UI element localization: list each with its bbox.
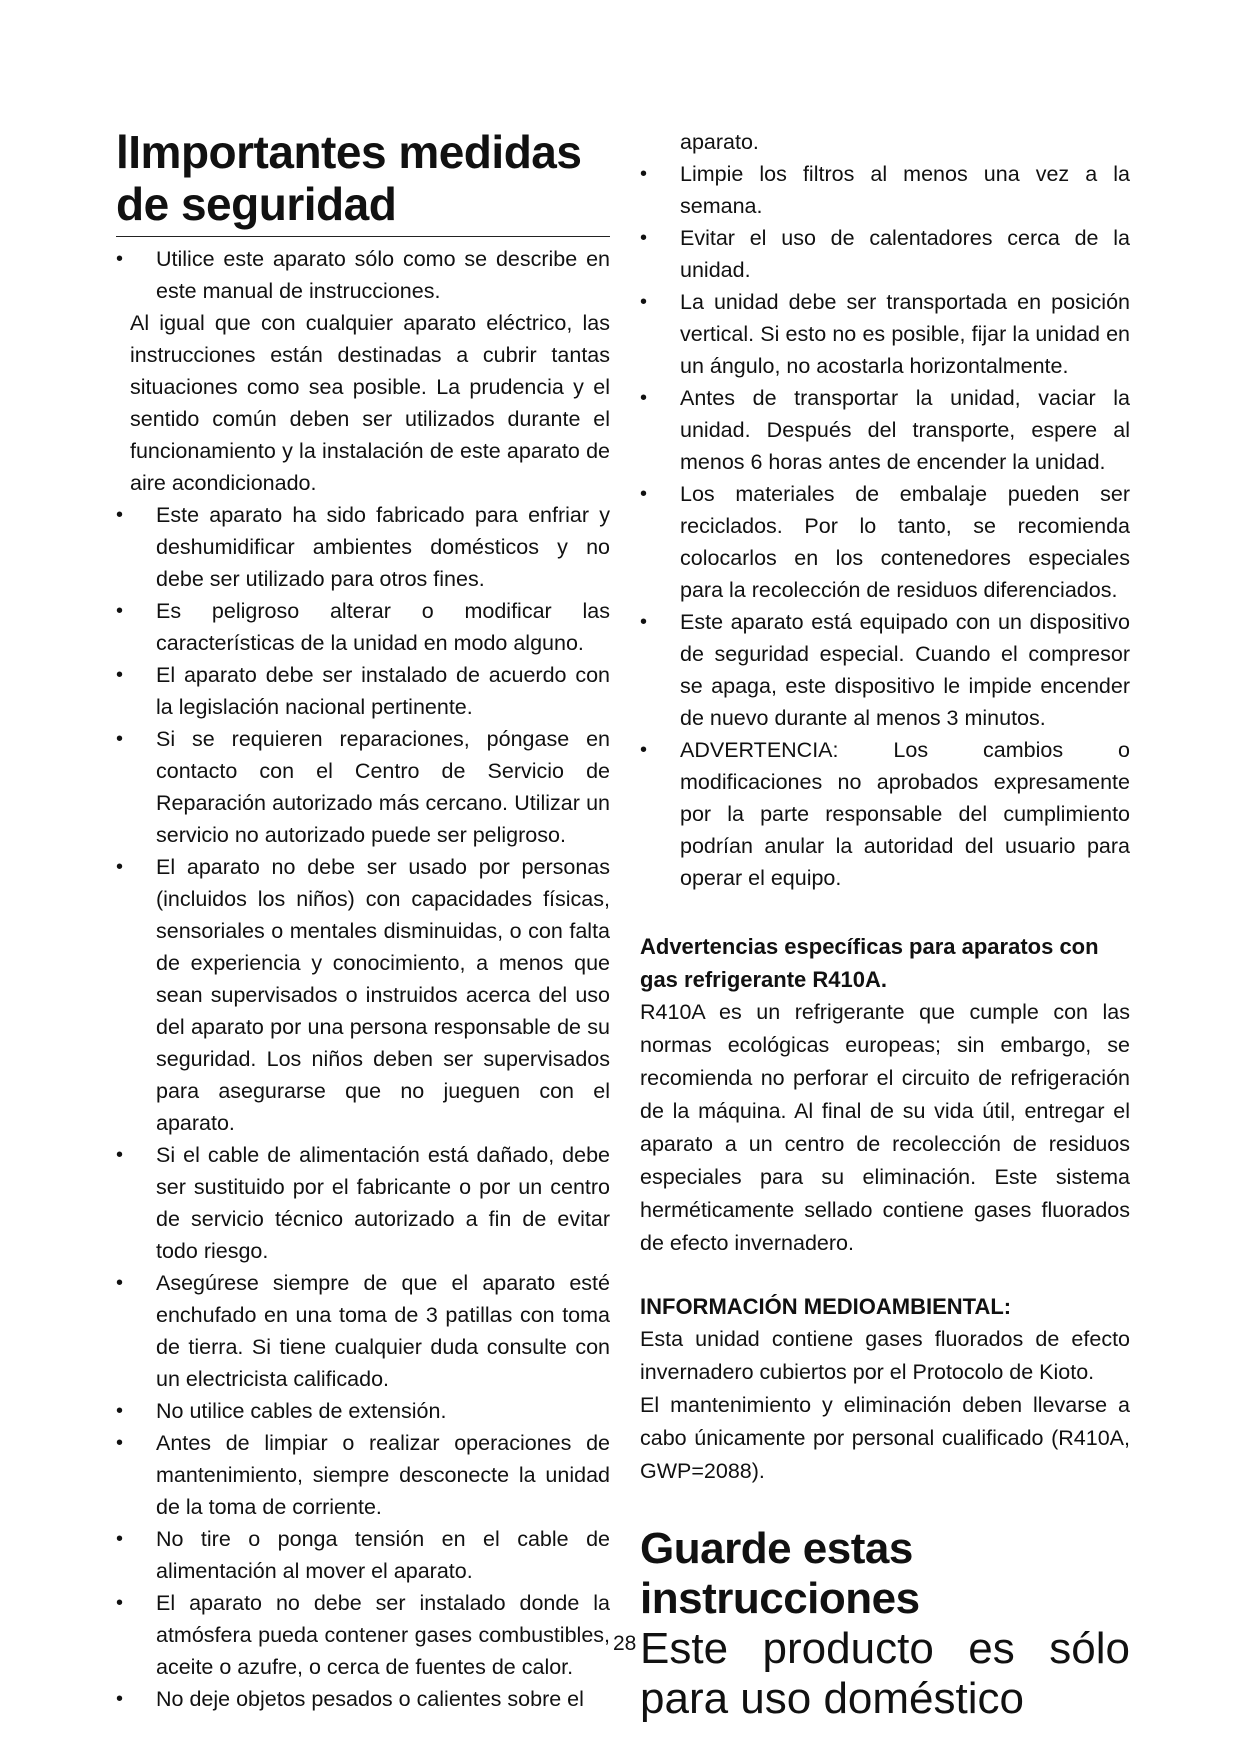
left-column bbox=[116, 126, 610, 1715]
list-item: • Este aparato está equipado con un dispositivo de seguridad especial. Cuando el compresor se apaga, este dispositivo le impide encender de nuevo durante al menos 3 minutos. bbox=[640, 606, 1130, 734]
environment-text-1: Esta unidad contiene gases fluorados de efecto invernadero cubiertos por el Protocolo de Kioto. bbox=[640, 1327, 1130, 1384]
list-item: • Es peligroso alterar o modificar las características de la unidad en modo alguno. bbox=[116, 595, 610, 659]
safety-list-left bbox=[116, 243, 610, 1715]
r410a-text: R410A es un refrigerante que cumple con las normas ecológicas europeas; sin embargo, se recomienda no perforar el circuito de refrigeración de la máquina. Al final de su vida útil, entregar el aparato a un centro de recolección de residuos especiales para su eliminación. Este sistema herméticamente sellado contiene gases fluorados de efecto invernadero. bbox=[640, 1000, 1130, 1255]
list-item: • Este aparato ha sido fabricado para enfriar y deshumidificar ambientes domésticos y no debe ser utilizado para otros fines. bbox=[116, 499, 610, 595]
list-item: • ADVERTENCIA: Los cambios o modificaciones no aprobados expresamente por la parte responsable del cumplimiento podrían anular la autoridad del usuario para operar el equipo. bbox=[640, 734, 1130, 894]
safety-list-right bbox=[640, 158, 1130, 894]
list-item: • El aparato debe ser instalado de acuerdo con la legislación nacional pertinente. bbox=[116, 659, 610, 723]
domestic-use-title: Este producto es sólo para uso doméstico bbox=[640, 1624, 1130, 1723]
page-title: lImportantes medidas de seguridad bbox=[116, 126, 610, 237]
list-item: • Antes de limpiar o realizar operaciones de mantenimiento, siempre desconecte la unidad de la toma de corriente. bbox=[116, 1427, 610, 1523]
list-item: • Los materiales de embalaje pueden ser reciclados. Por lo tanto, se recomienda colocarlos en los contenedores especiales para la recolección de residuos diferenciados. bbox=[640, 478, 1130, 606]
list-item: • Antes de transportar la unidad, vaciar la unidad. Después del transporte, espere al menos 6 horas antes de encender la unidad. bbox=[640, 382, 1130, 478]
right-column bbox=[640, 126, 1130, 1724]
continuation-text: aparato. bbox=[680, 130, 759, 154]
list-item: • Si el cable de alimentación está dañado, debe ser sustituido por el fabricante o por un centro de servicio técnico autorizado a fin de evitar todo riesgo. bbox=[116, 1139, 610, 1267]
environment-heading: INFORMACIÓN MEDIOAMBIENTAL: bbox=[640, 1294, 1012, 1319]
list-item: • Limpie los filtros al menos una vez a la semana. bbox=[640, 158, 1130, 222]
list-item: • Si se requieren reparaciones, póngase en contacto con el Centro de Servicio de Reparación autorizado más cercano. Utilizar un servicio no autorizado puede ser peligroso. bbox=[116, 723, 610, 851]
list-item: • Evitar el uso de calentadores cerca de la unidad. bbox=[640, 222, 1130, 286]
list-item: • La unidad debe ser transportada en posición vertical. Si esto no es posible, fijar la unidad en un ángulo, no acostarla horizontalmente. bbox=[640, 286, 1130, 382]
list-item: • El aparato no debe ser usado por personas (incluidos los niños) con capacidades físicas, sensoriales o mentales disminuidas, o con falta de experiencia y conocimiento, a menos que sean supervisados o instruidos acerca del uso del aparato por una persona responsable de su seguridad. Los niños deben ser supervisados para asegurarse que no jueguen con el aparato. bbox=[116, 851, 610, 1139]
environment-text-2: El mantenimiento y eliminación deben llevarse a cabo únicamente por personal cualificado (R410A, GWP=2088). bbox=[640, 1393, 1130, 1483]
list-item: • No utilice cables de extensión. bbox=[116, 1395, 610, 1427]
list-item: Al igual que con cualquier aparato eléctrico, las instrucciones están destinadas a cubrir tantas situaciones como sea posible. La prudencia y el sentido común deben ser utilizados durante el funcionamiento y la instalación de este aparato de aire acondicionado. bbox=[130, 311, 610, 495]
list-item: • No tire o ponga tensión en el cable de alimentación al mover el aparato. bbox=[116, 1523, 610, 1587]
page-number: 28 bbox=[613, 1632, 637, 1655]
r410a-heading: Advertencias específicas para aparatos con gas refrigerante R410A. bbox=[640, 934, 1099, 992]
save-instructions-title: Guarde estas instrucciones bbox=[640, 1524, 920, 1623]
list-item: • Asegúrese siempre de que el aparato esté enchufado en una toma de 3 patillas con toma de tierra. Si tiene cualquier duda consulte con un electricista calificado. bbox=[116, 1267, 610, 1395]
list-item: • No deje objetos pesados o calientes sobre el bbox=[116, 1683, 610, 1715]
list-item: • El aparato no debe ser instalado donde la atmósfera pueda contener gases combustibles, aceite o azufre, o cerca de fuentes de calor. bbox=[116, 1587, 610, 1683]
list-item: • Utilice este aparato sólo como se describe en este manual de instrucciones. bbox=[116, 243, 610, 307]
